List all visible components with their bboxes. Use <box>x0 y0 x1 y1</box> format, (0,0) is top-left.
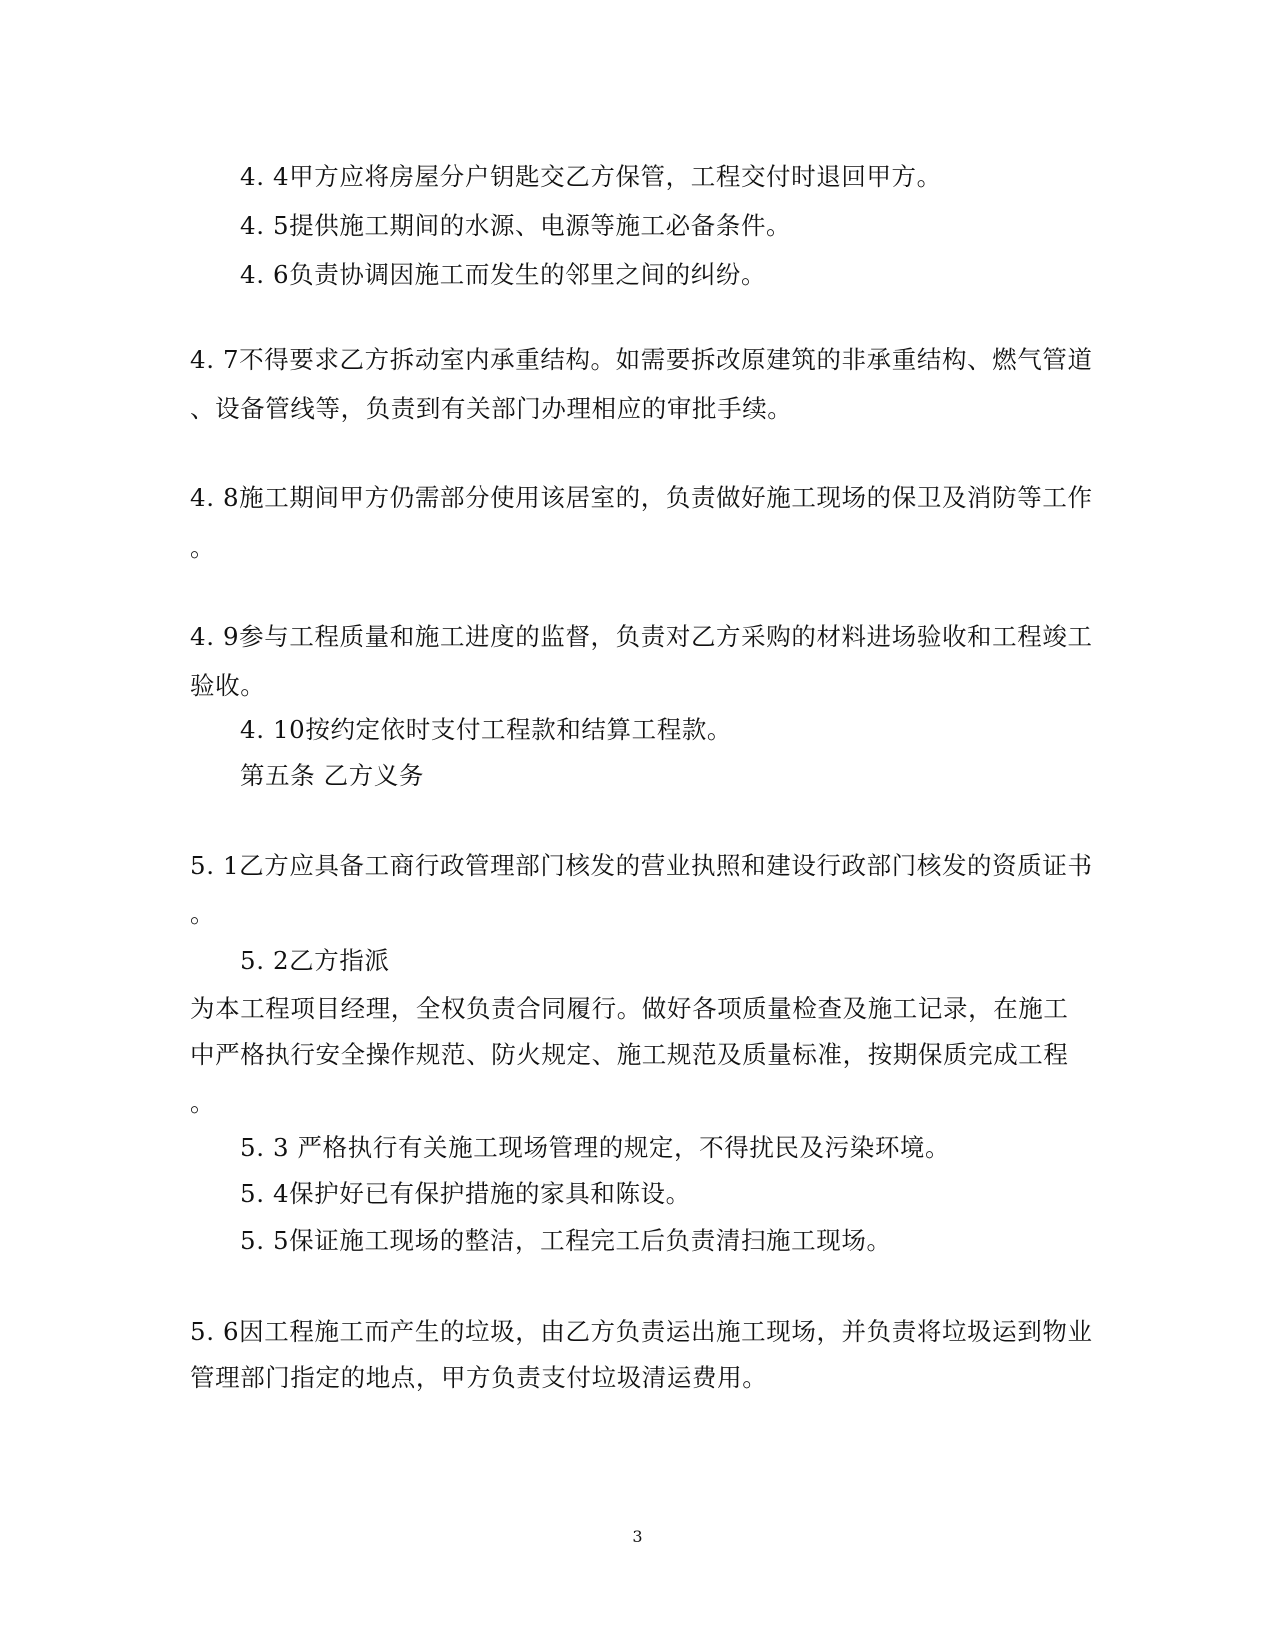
clause-4-8-line-2: 。 <box>190 533 216 562</box>
clause-5-6-line-2: 管理部门指定的地点，甲方负责支付垃圾清运费用。 <box>190 1363 768 1392</box>
clause-4-6: 4. 6负责协调因施工而发生的邻里之间的纠纷。 <box>240 260 767 289</box>
clause-5-2-line-1: 5. 2乙方指派 <box>240 946 390 975</box>
clause-5-4: 5. 4保护好已有保护措施的家具和陈设。 <box>240 1179 691 1208</box>
section-heading-article-5: 第五条 乙方义务 <box>240 761 425 790</box>
clause-4-9-line-2: 验收。 <box>190 671 266 700</box>
clause-4-4: 4. 4甲方应将房屋分户钥匙交乙方保管，工程交付时退回甲方。 <box>240 162 942 191</box>
clause-5-5: 5. 5保证施工现场的整洁，工程完工后负责清扫施工现场。 <box>240 1226 892 1255</box>
clause-5-6-line-1: 5. 6因工程施工而产生的垃圾，由乙方负责运出施工现场，并负责将垃圾运到物业 <box>190 1317 1093 1346</box>
page-number: 3 <box>632 1527 643 1546</box>
clause-4-7-line-1: 4. 7不得要求乙方拆动室内承重结构。如需要拆改原建筑的非承重结构、燃气管道 <box>190 345 1093 374</box>
clause-5-1-line-2: 。 <box>190 899 216 928</box>
clause-5-3: 5. 3 严格执行有关施工现场管理的规定，不得扰民及污染环境。 <box>240 1133 951 1162</box>
clause-5-2-line-4: 。 <box>190 1088 216 1117</box>
clause-4-5: 4. 5提供施工期间的水源、电源等施工必备条件。 <box>240 211 792 240</box>
clause-4-9-line-1: 4. 9参与工程质量和施工进度的监督，负责对乙方采购的材料进场验收和工程竣工 <box>190 622 1093 651</box>
clause-5-2-line-2: 为本工程项目经理，全权负责合同履行。做好各项质量检查及施工记录，在施工 <box>190 994 1069 1023</box>
clause-5-2-line-3: 中严格执行安全操作规范、防火规定、施工规范及质量标准，按期保质完成工程 <box>190 1040 1069 1069</box>
clause-4-7-line-2: 、设备管线等，负责到有关部门办理相应的审批手续。 <box>190 394 793 423</box>
clause-4-10: 4. 10按约定依时支付工程款和结算工程款。 <box>240 715 733 744</box>
clause-5-1-line-1: 5. 1乙方应具备工商行政管理部门核发的营业执照和建设行政部门核发的资质证书 <box>190 851 1093 880</box>
clause-4-8-line-1: 4. 8施工期间甲方仍需部分使用该居室的，负责做好施工现场的保卫及消防等工作 <box>190 483 1093 512</box>
